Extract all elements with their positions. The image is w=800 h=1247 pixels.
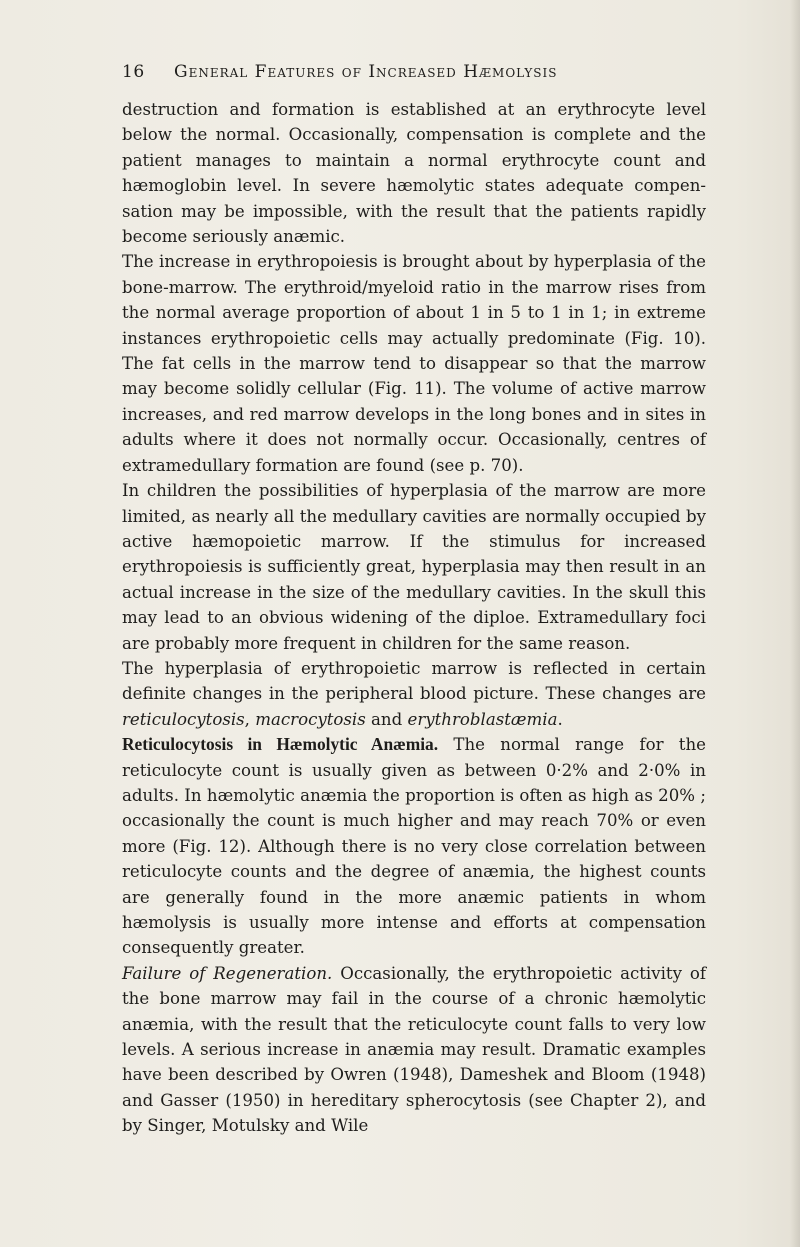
section-heading-reticulocytosis: Reticulocytosis in Hæmolytic Anæmia. xyxy=(122,734,439,755)
separator: and xyxy=(365,709,408,729)
terminal-period: . xyxy=(557,709,563,729)
term-reticulocytosis: reticulocytosis xyxy=(122,709,245,729)
separator: , xyxy=(244,709,256,729)
page-number: 16 xyxy=(122,62,145,82)
paragraph-3 xyxy=(122,478,706,656)
term-macrocytosis: macrocytosis xyxy=(255,709,366,729)
paragraph-text: Occasionally, the erythropoietic activity of the bone marrow may fail in the course of a chronic hæmolytic anæmia, with the result that the reticulocyte count falls to very low levels. A serious increase in anæmia may result. Dramatic examples have been described by Owren (1948), Dameshek and Bloom (1948) and Gasser (1950) in hereditary spherocytosis (see Chapter 2), and by Singer, Motulsky and Wile xyxy=(122,963,706,1136)
paragraph-1 xyxy=(122,97,706,249)
term-erythroblastaemia: erythroblastæmia xyxy=(407,709,558,729)
paragraph-text: The normal range for the reticulocyte count is usually given as between 0·2% and 2·0% in adults. In hæmolytic anæmia the proportion is often as high as 20% ; occasionally the count is much higher and may reach 70% or even more (Fig. 12). Although there is no very close correlation between reticulocyte counts and the degree of anæmia, the highest counts are generally found in the more anæmic patients in whom hæmolysis is usually more intense and efforts at compensation consequently greater. xyxy=(122,735,706,958)
section-heading-failure-of-regeneration: Failure of Regeneration. xyxy=(122,963,333,983)
paragraph-text: In children the possibilities of hyperplasia of the marrow are more limited, as nearly all the medullary cavities are normally occupied by active hæmopoietic marrow. If the stimulus for increased erythropoiesis is sufficiently great, hyperplasia may then result in an actual increase in the size of the medullary cavities. In the skull this may lead to an obvious widening of the diploe. Extramedullary foci are probably more frequent in children for the same reason. xyxy=(122,481,706,653)
paragraph-5 xyxy=(122,732,706,961)
body-text xyxy=(122,97,706,1139)
paragraph-2 xyxy=(122,249,706,478)
running-title: General Features of Increased Hæmolysis xyxy=(174,62,558,82)
page-edge-shadow xyxy=(790,0,800,1247)
paragraph-text: The increase in erythropoiesis is brought about by hyperplasia of the bone-marrow. The erythroid/myeloid ratio in the marrow rises from the normal average proportion of about 1 in 5 to 1 in 1; in extreme instances erythropoietic cells may actually predominate (Fig. 10). The fat cells in the marrow tend to disappear so that the marrow may become solidly cellular (Fig. 11). The volume of active marrow increases, and red marrow develops in the long bones and in sites in adults where it does not normally occur. Occasionally, centres of extramedullary formation are found (see p. 70). xyxy=(122,252,706,475)
paragraph-text: destruction and formation is established at an erythrocyte level below the normal. Occasionally, compensation is complete and the patient manages to maintain a normal erythrocyte count and hæmoglobin level. In severe hæmolytic states adequate compen-sation may be impossible, with the result that the patients rapidly become seriously anæmic. xyxy=(122,100,706,247)
running-head xyxy=(122,62,722,82)
paragraph-4 xyxy=(122,656,706,732)
paragraph-text: The hyperplasia of erythropoietic marrow is reflected in certain definite changes in the peripheral blood picture. These changes are xyxy=(122,658,706,704)
paragraph-6 xyxy=(122,961,706,1139)
